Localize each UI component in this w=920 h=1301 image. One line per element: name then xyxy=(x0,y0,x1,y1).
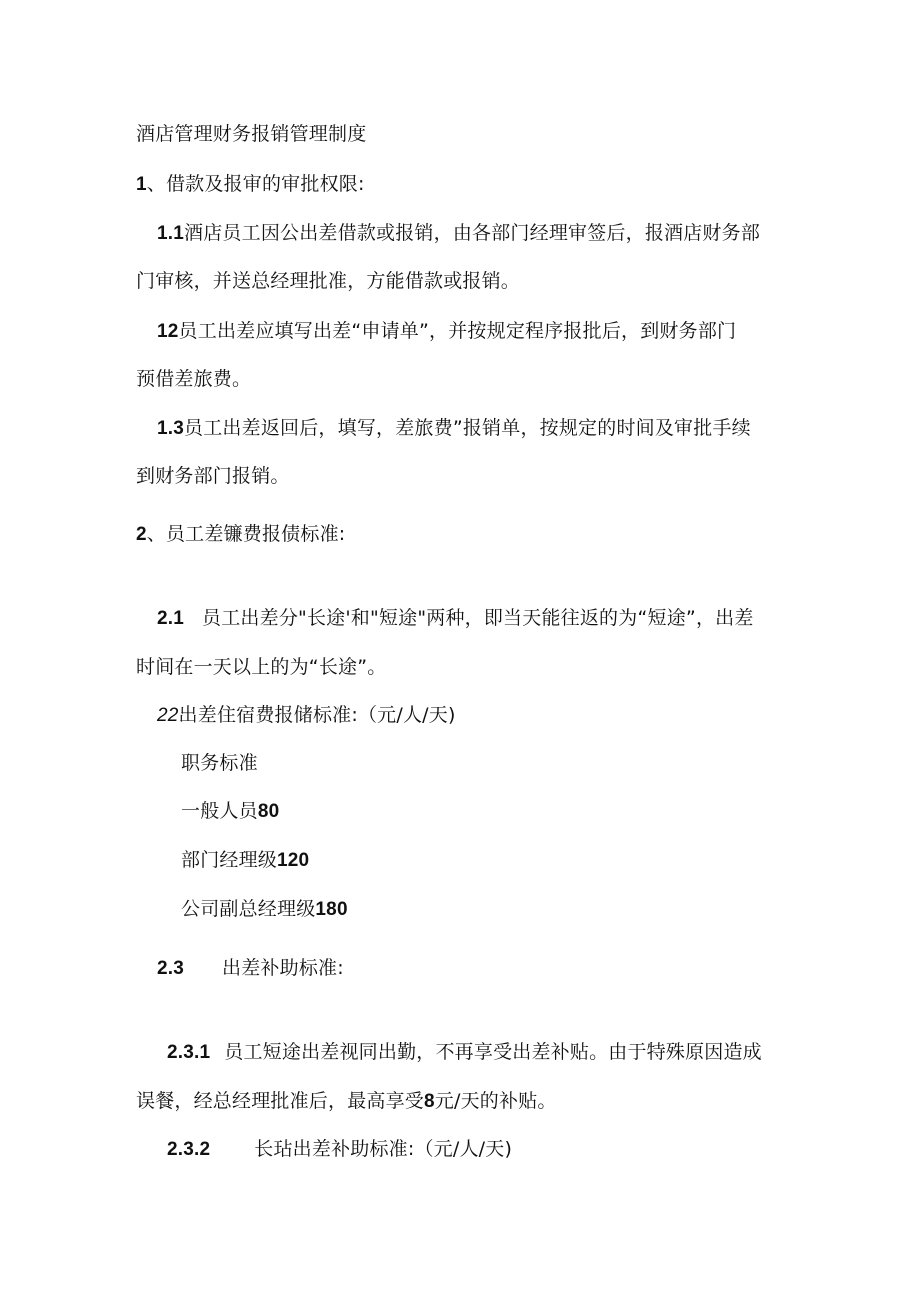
section-1-1-line-2: 门审核，并送总经理批准，方能借款或报销。 xyxy=(136,270,521,292)
lodging-row-dept-manager: 部门经理级120 xyxy=(181,849,310,871)
section-1-3-line-1: 1.3员工出差返回后，填写，差旅费”报销单，按规定的时间及审批手续 xyxy=(157,417,751,439)
lodging-row-vp: 公司副总经理级180 xyxy=(181,898,348,920)
section-2-3-2-heading: 2.3.2 长玷出差补助标准:（元/人/天) xyxy=(167,1138,513,1160)
section-1-2-line-1: 12员工出差应填写出差“申请单”，并按规定程序报批后，到财务部门 xyxy=(157,320,737,342)
lodging-table-header: 职务标准 xyxy=(181,752,258,774)
section-1-3-line-2: 到财务部门报销。 xyxy=(136,465,290,487)
section-1-heading: 1、借款及报审的审批权限: xyxy=(136,173,365,195)
section-2-3-1-line-2: 误餐，经总经理批准后，最高享受8元/天的补贴。 xyxy=(136,1090,557,1112)
section-2-1-line-1: 2.1 员工出差分"长途'和"短途"两种，即当天能往返的为“短途”，出差 xyxy=(157,607,754,629)
section-2-1-line-2: 时间在一天以上的为“长途”。 xyxy=(136,656,387,678)
section-2-3-1-line-1: 2.3.1 员工短途出差视同出勤，不再享受出差补贴。由于特殊原因造成 xyxy=(167,1041,762,1063)
section-1-1-line-1: 1.1酒店员工因公出差借款或报销，由各部门经理审签后，报酒店财务部 xyxy=(157,222,761,244)
section-1-2-line-2: 预借差旅费。 xyxy=(136,368,252,390)
document-title: 酒店管理财务报销管理制度 xyxy=(136,123,367,145)
section-2-2-heading: 22出差住宿费报储标准:（元/人/天) xyxy=(157,704,456,726)
section-2-3-heading: 2.3 出差补助标准: xyxy=(157,957,344,979)
lodging-row-staff: 一般人员80 xyxy=(181,800,280,822)
section-2-heading: 2、员工差镰费报债标准: xyxy=(136,523,346,545)
